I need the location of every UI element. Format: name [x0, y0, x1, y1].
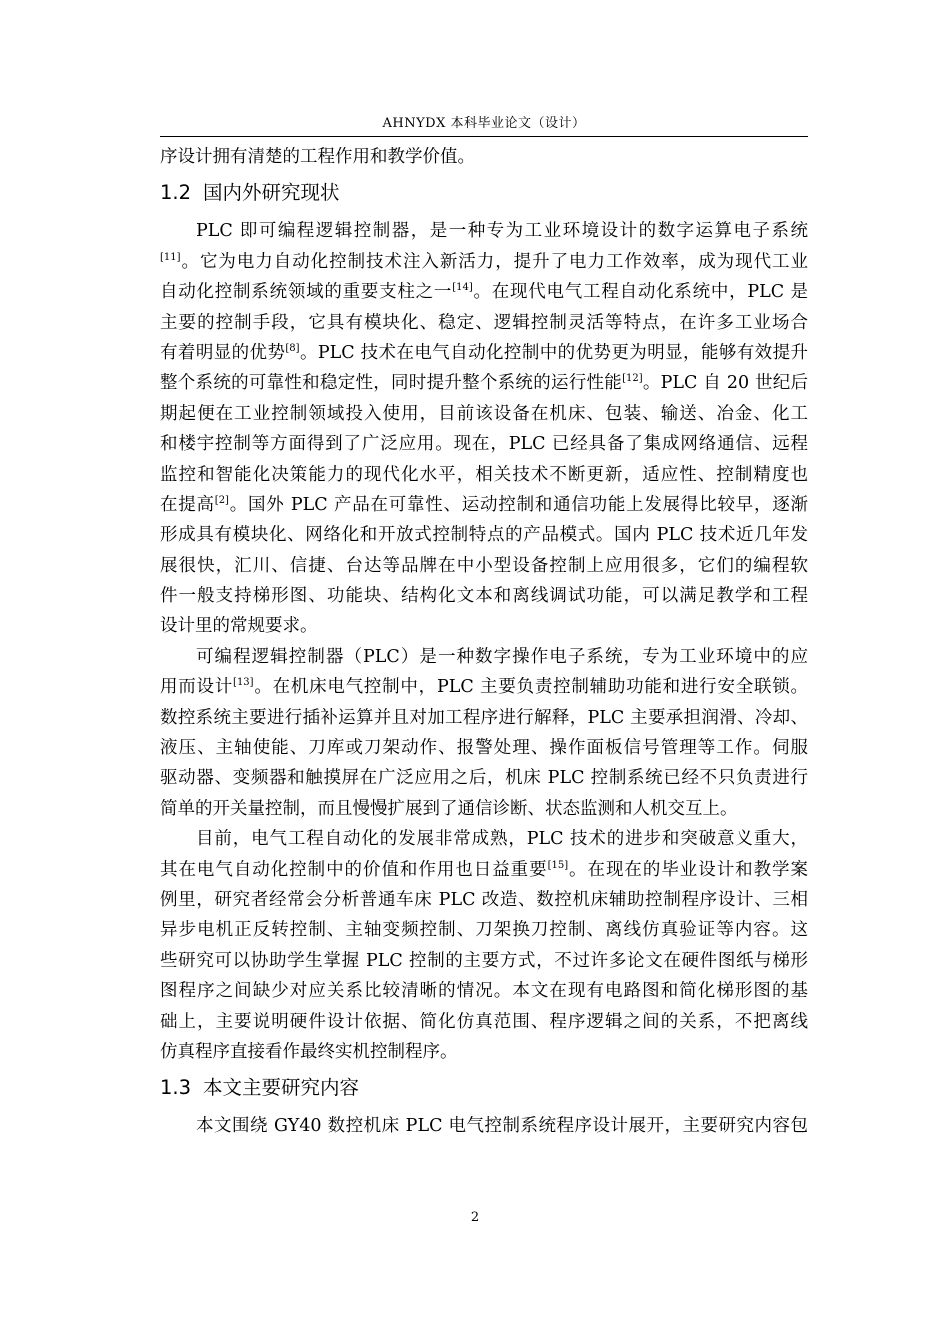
paragraph-line: 形成具有模块化、网络化和开放式控制特点的产品模式。国内 PLC 技术近几年发: [160, 525, 808, 546]
section-title: 本文主要研究内容: [203, 1076, 360, 1100]
paragraph-line: 展很快，汇川、信捷、台达等品牌在中小型设备控制上应用很多，它们的编程软: [160, 555, 808, 576]
page-number: 2: [470, 1210, 480, 1225]
citation: [8]: [285, 342, 300, 354]
citation: [12]: [622, 373, 643, 385]
paragraph-line: 目前，电气工程自动化的发展非常成熟，PLC 技术的进步和突破意义重大，: [196, 829, 808, 850]
section-number: 1.3: [160, 1076, 192, 1100]
paragraph-line: 例里，研究者经常会分析普通车床 PLC 改造、数控机床辅助控制程序设计、三相: [160, 889, 808, 910]
paragraph-line: 有着明显的优势[8]。PLC 技术在电气自动化控制中的优势更为明显，能够有效提升: [160, 342, 809, 363]
paragraph-line: 期起便在工业控制领域投入使用，目前该设备在机床、包装、输送、冶金、化工: [160, 403, 808, 424]
citation: [13]: [233, 677, 254, 689]
paragraph-line: 异步电机正反转控制、主轴变频控制、刀架换刀控制、离线仿真验证等内容。这: [160, 920, 808, 941]
paragraph-4: [160, 1111, 808, 1141]
paragraph-line: 用而设计[13]。在机床电气控制中，PLC 主要负责控制辅助功能和进行安全联锁。: [160, 677, 808, 698]
paragraph-line: 些研究可以协助学生掌握 PLC 控制的主要方式，不过许多论文在硬件图纸与梯形: [160, 950, 808, 971]
paragraph-line: 液压、主轴使能、刀库或刀架动作、报警处理、操作面板信号管理等工作。伺服: [160, 738, 808, 759]
paragraph-line: 自动化控制系统领域的重要支柱之一[14]。在现代电气工程自动化系统中，PLC 是: [160, 282, 809, 303]
paragraph-line: 件一般支持梯形图、功能块、结构化文本和离线调试功能，可以满足教学和工程: [160, 586, 808, 607]
citation: [14]: [452, 282, 473, 294]
section-heading-1-2: [160, 174, 808, 212]
header-rule: [160, 136, 808, 137]
paragraph-3: [160, 824, 808, 1067]
paragraph-line: 简单的开关量控制，而且慢慢扩展到了通信诊断、状态监测和人机交互上。: [160, 798, 738, 819]
paragraph-line: 仿真程序直接看作最终实机控制程序。: [160, 1041, 458, 1062]
paragraph-line: 驱动器、变频器和触摸屏在广泛应用之后，机床 PLC 控制系统已经不只负责进行: [160, 768, 808, 789]
paragraph-line: 本文围绕 GY40 数控机床 PLC 电气控制系统程序设计展开，主要研究内容包: [196, 1116, 808, 1137]
citation: [11]: [160, 251, 181, 263]
section-title: 国内外研究现状: [203, 181, 340, 205]
citation: [2]: [214, 494, 229, 506]
paragraph-2: [160, 642, 808, 824]
paragraph-line: 和楼宇控制等方面得到了广泛应用。现在，PLC 已经具备了集成网络通信、远程: [160, 434, 808, 455]
paragraph-line: 数控系统主要进行插补运算并且对加工程序进行解释，PLC 主要承担润滑、冷却、: [160, 707, 808, 728]
paragraph-line: 设计里的常规要求。: [160, 616, 318, 637]
paragraph-line: 础上，主要说明硬件设计依据、简化仿真范围、程序逻辑之间的关系，不把离线: [160, 1011, 808, 1032]
paragraph-line: [11]。它为电力自动化控制技术注入新活力，提升了电力工作效率，成为现代工业: [160, 251, 808, 272]
paragraph-1: [160, 216, 808, 641]
paragraph-line: 其在电气自动化控制中的价值和作用也日益重要[15]。在现在的毕业设计和教学案: [160, 859, 809, 880]
running-header: AHNYDX 本科毕业论文（设计）: [382, 116, 586, 131]
paragraph-line: PLC 即可编程逻辑控制器，是一种专为工业环境设计的数字运算电子系统: [196, 221, 808, 242]
paragraph-line: 监控和智能化决策能力的现代化水平，相关技术不断更新，适应性、控制精度也: [160, 464, 808, 485]
paragraph-line: 图程序之间缺少对应关系比较清晰的情况。本文在现有电路图和简化梯形图的基: [160, 981, 808, 1002]
continued-line: 序设计拥有清楚的工程作用和教学价值。: [160, 147, 475, 167]
body-text: [160, 142, 808, 1142]
citation: [15]: [547, 859, 569, 871]
paragraph-line: 整个系统的可靠性和稳定性，同时提升整个系统的运行性能[12]。PLC 自 20 世纪后: [160, 373, 809, 394]
paragraph-line: 在提高[2]。国外 PLC 产品在可靠性、运动控制和通信功能上发展得比较早，逐渐: [160, 494, 808, 515]
section-number: 1.2: [160, 181, 192, 205]
paragraph-line: 主要的控制手段，它具有模块化、稳定、逻辑控制灵活等特点，在许多工业场合: [160, 312, 808, 333]
paragraph-line: 可编程逻辑控制器（PLC）是一种数字操作电子系统，专为工业环境中的应: [196, 646, 808, 667]
section-heading-1-3: [160, 1069, 808, 1107]
